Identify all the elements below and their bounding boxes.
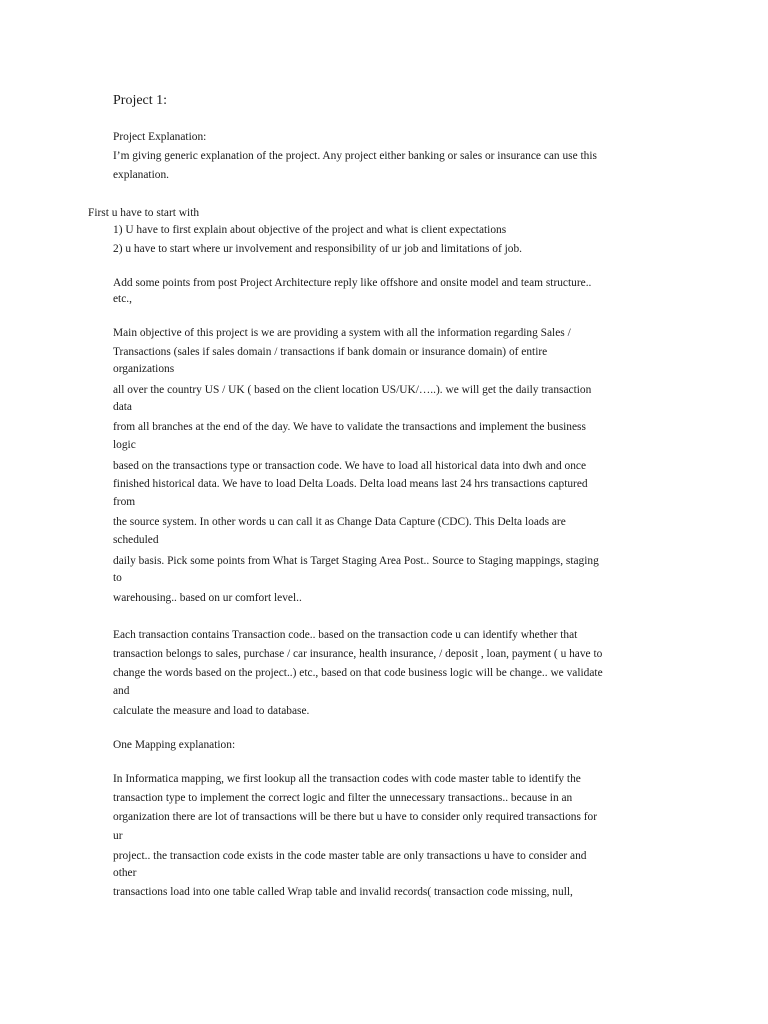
paragraph-line: other: [113, 867, 137, 879]
paragraph-line: finished historical data. We have to load Delta Loads. Delta load means last 24 hrs transactions captured: [113, 478, 588, 490]
paragraph-line: etc.,: [113, 293, 132, 305]
paragraph-line: logic: [113, 439, 136, 451]
paragraph-line: calculate the measure and load to database.: [113, 705, 310, 717]
paragraph-line: all over the country US / UK ( based on the client location US/UK/…..). we will get the daily transaction: [113, 384, 592, 396]
paragraph-line: based on the transactions type or transaction code. We have to load all historical data into dwh and once: [113, 460, 587, 472]
numbered-item: 1) U have to first explain about objective of the project and what is client expectations: [113, 224, 507, 236]
paragraph-line: daily basis. Pick some points from What is Target Staging Area Post.. Source to Staging mappings, staging: [113, 555, 599, 567]
paragraph-line: and: [113, 685, 130, 697]
page-title: Project 1:: [113, 93, 168, 108]
paragraph-line: organizations: [113, 363, 175, 375]
paragraph-line: explanation.: [113, 169, 169, 181]
paragraph-line: Main objective of this project is we are providing a system with all the information regarding Sales /: [113, 327, 571, 339]
paragraph-line: Add some points from post Project Architecture reply like offshore and onsite model and team structure..: [113, 277, 592, 289]
paragraph-line: transaction type to implement the correct logic and filter the unnecessary transactions.. because in an: [113, 792, 573, 804]
paragraph-line: Transactions (sales if sales domain / transactions if bank domain or insurance domain) of entire: [113, 346, 548, 358]
paragraph-line: from all branches at the end of the day. We have to validate the transactions and implement the business: [113, 421, 586, 433]
paragraph-line: to: [113, 572, 122, 584]
paragraph-line: I’m giving generic explanation of the project. Any project either banking or sales or insurance can use this: [113, 150, 597, 162]
paragraph-line: the source system. In other words u can call it as Change Data Capture (CDC). This Delta loads are: [113, 516, 566, 528]
paragraph-line: Each transaction contains Transaction code.. based on the transaction code u can identify whether that: [113, 629, 578, 641]
paragraph-line: project.. the transaction code exists in the code master table are only transactions u have to consider and: [113, 850, 587, 862]
paragraph-line: data: [113, 401, 132, 413]
paragraph-line: In Informatica mapping, we first lookup all the transaction codes with code master table to identify the: [113, 773, 581, 785]
paragraph-line: transactions load into one table called Wrap table and invalid records( transaction code missing, null,: [113, 886, 573, 898]
paragraph-line: warehousing.. based on ur comfort level..: [113, 592, 302, 604]
paragraph-line: transaction belongs to sales, purchase / car insurance, health insurance, / deposit , loan, payment ( u have to: [113, 648, 603, 660]
section-heading: One Mapping explanation:: [113, 739, 236, 751]
numbered-item: 2) u have to start where ur involvement and responsibility of ur job and limitations of job.: [113, 243, 523, 255]
paragraph-line: organization there are lot of transactions will be there but u have to consider only required transactions for: [113, 811, 598, 823]
explanation-heading: Project Explanation:: [113, 131, 207, 143]
paragraph-line: scheduled: [113, 534, 159, 546]
paragraph-line: ur: [113, 830, 123, 842]
section-heading: First u have to start with: [88, 207, 200, 219]
paragraph-line: change the words based on the project..) etc., based on that code business logic will be change.. we validate: [113, 667, 603, 679]
paragraph-line: from: [113, 496, 136, 508]
